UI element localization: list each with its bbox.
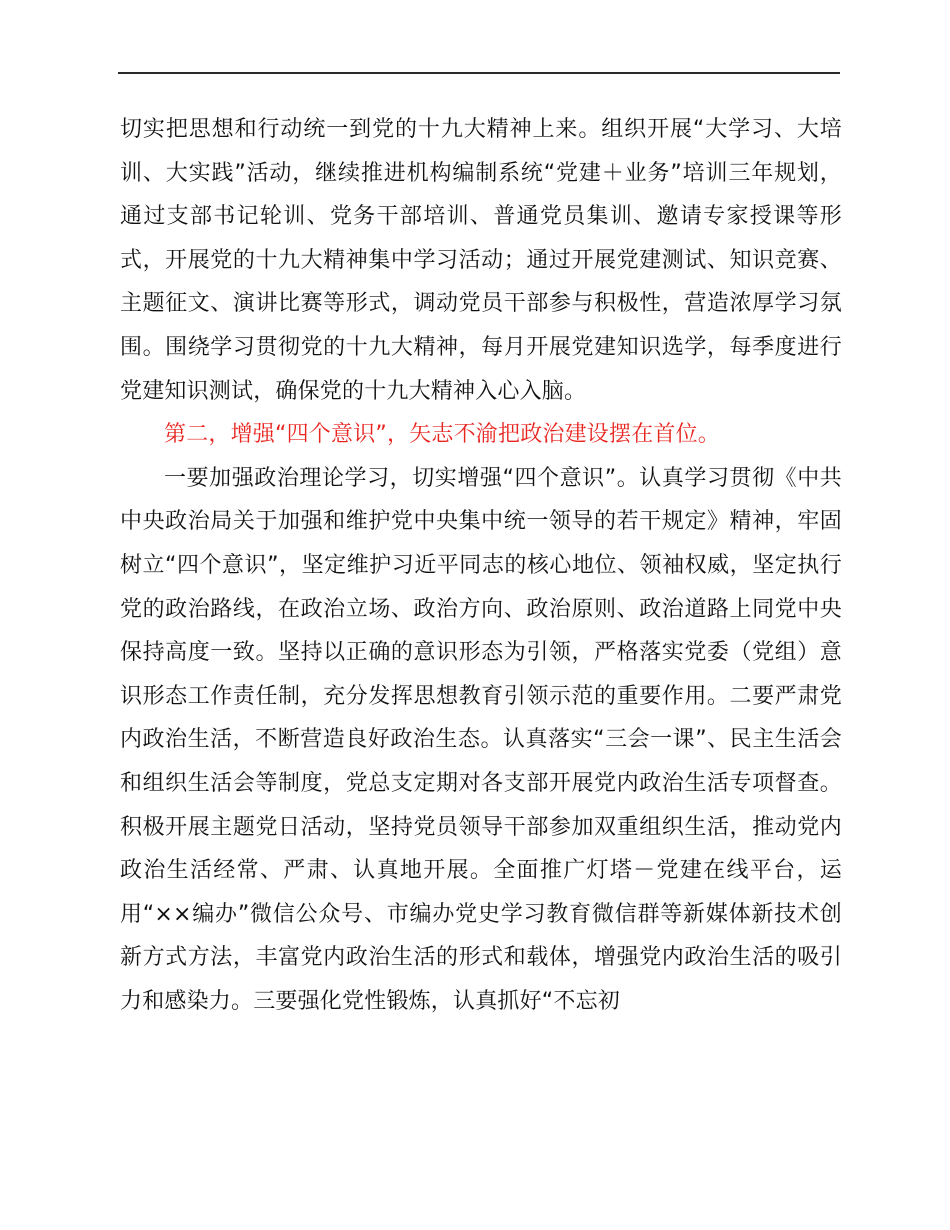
paragraph-political-theory: 一要加强政治理论学习，切实增强“四个意识”。认真学习贯彻《中共中央政治局关于加强和维护党中央集中统一领导的若干规定》精神，牢固树立“四个意识”，坚定维护习近平同志的核心地位、领袖权威，坚定执行党的政治路线，在政治立场、政治方向、政治原则、政治道路上同党中央保持高度一致。坚持以正确的意识形态为引领，严格落实党委（党组）意识形态工作责任制，充分发挥思想教育引领示范的重要作用。二要严肃党内政治生活，不断营造良好政治生态。认真落实“三会一课”、民主生活会和组织生活会等制度，党总支定期对各支部开展党内政治生活专项督查。积极开展主题党日活动，坚持党员领导干部参加双重组织生活，推动党内政治生活经常、严肃、认真地开展。全面推广灯塔－党建在线平台，运用“××编办”微信公众号、市编办党史学习教育微信群等新媒体新技术创新方式方法，丰富党内政治生活的形式和载体，增强党内政治生活的吸引力和感染力。三要强化党性锻炼，认真抓好“不忘初 xyxy=(120,465,842,1014)
document-body xyxy=(120,108,842,1023)
paragraph-study-spirit: 切实把思想和行动统一到党的十九大精神上来。组织开展“大学习、大培训、大实践”活动，继续推进机构编制系统“党建＋业务”培训三年规划，通过支部书记轮训、党务干部培训、普通党员集训、邀请专家授课等形式，开展党的十九大精神集中学习活动；通过开展党建测试、知识竞赛、主题征文、演讲比赛等形式，调动党员干部参与积极性，营造浓厚学习氛围。围绕学习贯彻党的十九大精神，每月开展党建知识选学，每季度进行党建知识测试，确保党的十九大精神入心入脑。 xyxy=(120,117,842,404)
section-heading-second: 第二，增强“四个意识”，矢志不渝把政治建设摆在首位。 xyxy=(164,422,720,448)
header-rule xyxy=(118,72,840,74)
